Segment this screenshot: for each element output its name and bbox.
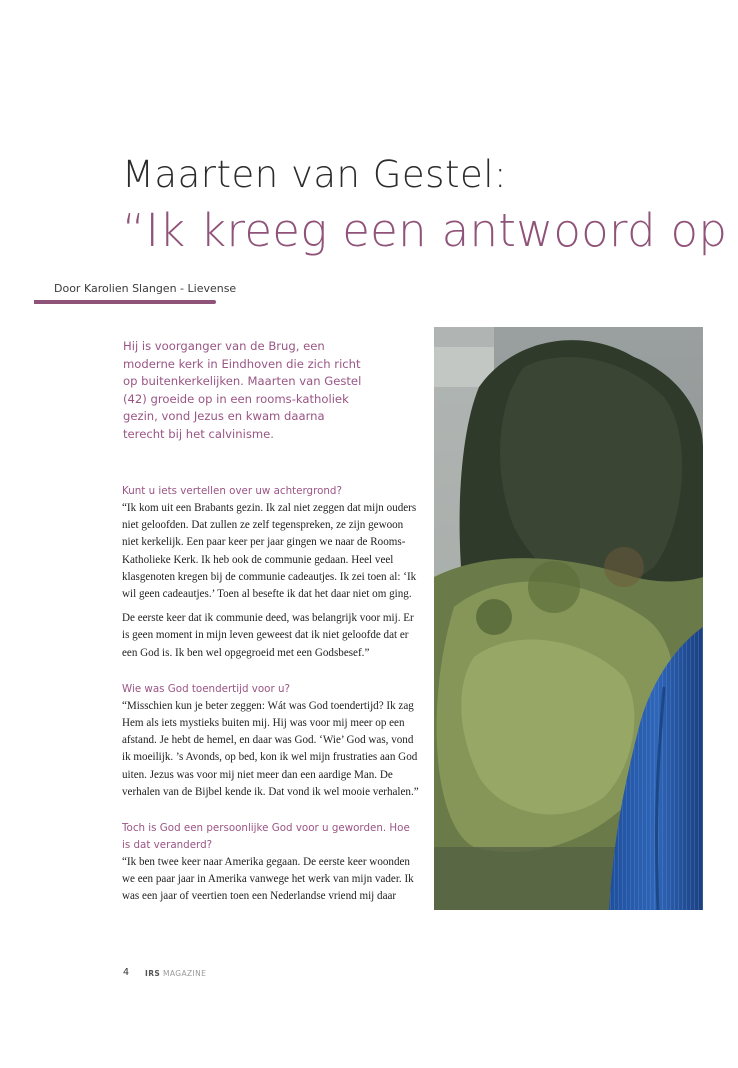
portrait-photo [434,327,703,910]
paragraph-spacer [122,603,420,610]
answer-1-paragraph-2: De eerste keer dat ik communie deed, was belangrijk voor mij. Er is geen moment in mijn leven geweest dat ik niet geloofde dat er een God is. Ik ben wel opgegroeid met een Godsbesef.” [122,612,414,659]
intro-paragraph: Hij is voorganger van de Brug, een moderne kerk in Eindhoven die zich richt op buitenkerkelijken. Maarten van Gestel (42) groeide op in een rooms-katholiek gezin, vond Jezus en kwam daarna terecht bij het calvinisme. [123,339,362,441]
magazine-name [145,969,206,978]
question-2: Wie was God toendertijd voor u? [122,682,290,695]
section-spacer [122,801,420,820]
byline-divider [34,300,216,304]
article-body [122,483,420,906]
question-1: Kunt u iets vertellen over uw achtergrond? [122,485,342,497]
answer-3: “Ik ben twee keer naar Amerika gegaan. De eerste keer woonden we een paar jaar in Amerika vanwege het werk van mijn vader. Ik was een jaar of veertien toen een Nederlandse vriend mij daar [122,856,414,903]
magazine-word: MAGAZINE [162,969,207,978]
answer-1-paragraph-1: “Ik kom uit een Brabants gezin. Ik zal niet zeggen dat mijn ouders niet geloofden. Dat zullen ze zelf tegenspreken, ze zijn gewoon niet kerkelijk. Een paar keer per jaar gingen we naar de Rooms-Katholieke Kerk. Ik heb ook de communie gedaan. Heel veel klasgenoten kregen bij de communie cadeautjes. Ik zei toen al: ‘Ik wil geen cadeautjes.’ Toen al besefte ik dat het daar niet om ging. [122,502,417,601]
byline: Door Karolien Slangen - Lievense [54,282,237,295]
page-number: 4 [123,967,130,978]
answer-2: “Misschien kun je beter zeggen: Wát was God toendertijd? Ik zag Hem als iets mystieks buiten mij. Hij was voor mij meer op een afstand. Je hebt de hemel, en daar was God. ‘Wie’ God was, vond ik moeilijk. ’s Avonds, op bed, kon ik wel mijn frustraties aan God uiten. Jezus was voor mij niet meer dan een aardige Man. De verhalen van de Bijbel kende ik. Dat vond ik wel mooie verhalen.” [122,699,419,798]
magazine-brand: IRS [145,969,161,978]
article-title: Maarten van Gestel: [122,153,507,196]
section-spacer [122,662,420,681]
article-quote-heading: “Ik kreeg een antwoord op [122,204,728,257]
question-3: Toch is God een persoonlijke God voor u geworden. Hoe is dat veranderd? [122,822,410,852]
